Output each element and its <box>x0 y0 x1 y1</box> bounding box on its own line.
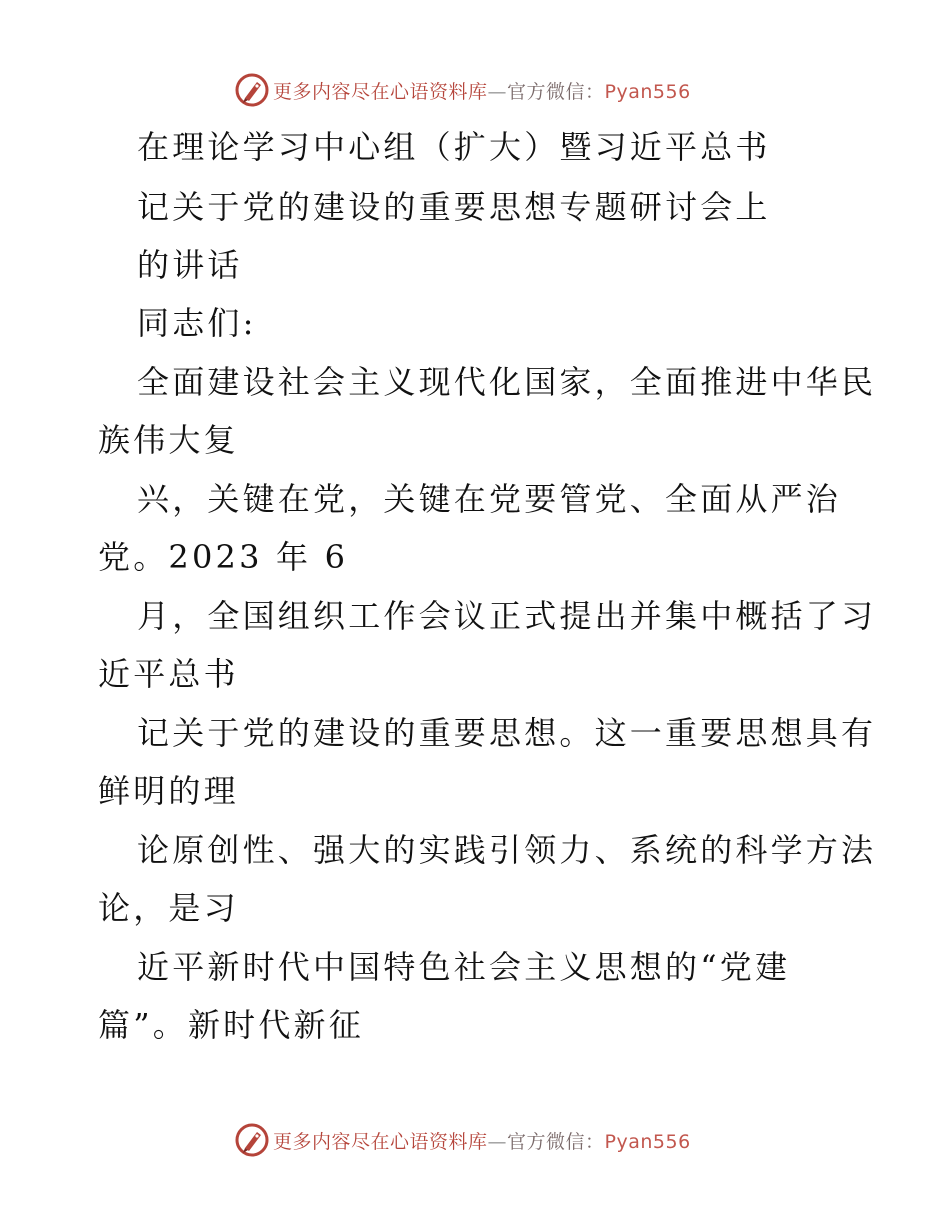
fountain-pen-icon <box>235 1123 269 1157</box>
body-line: 党。2023 年 6 <box>98 538 349 576</box>
footer-banner <box>235 1122 715 1158</box>
body-line: 鲜明的理 <box>98 772 239 810</box>
banner-text: 更多内容尽在心语资料库—官方微信：Pyan556 <box>273 1130 691 1153</box>
body-line: 兴，关键在党，关键在党要管党、全面从严治 <box>137 480 842 518</box>
body-line: 近平新时代中国特色社会主义思想的“党建 <box>137 948 791 986</box>
title-line-3: 的讲话 <box>137 246 243 284</box>
banner-text: 更多内容尽在心语资料库—官方微信：Pyan556 <box>273 80 691 103</box>
body-line: 篇”。新时代新征 <box>98 1006 364 1044</box>
salutation: 同志们: <box>137 304 257 342</box>
fountain-pen-icon <box>235 73 269 107</box>
title-line-2: 记关于党的建设的重要思想专题研讨会上 <box>137 188 771 226</box>
header-banner <box>235 72 715 108</box>
body-line: 族伟大复 <box>98 421 239 459</box>
body-line: 论，是习 <box>98 889 239 927</box>
body-line: 近平总书 <box>98 655 239 693</box>
body-line: 全面建设社会主义现代化国家，全面推进中华民 <box>137 363 877 401</box>
body-line: 月，全国组织工作会议正式提出并集中概括了习 <box>137 597 877 635</box>
body-line: 记关于党的建设的重要思想。这一重要思想具有 <box>137 714 877 752</box>
title-line-1: 在理论学习中心组（扩大）暨习近平总书 <box>137 128 771 166</box>
body-line: 论原创性、强大的实践引领力、系统的科学方法 <box>137 831 877 869</box>
